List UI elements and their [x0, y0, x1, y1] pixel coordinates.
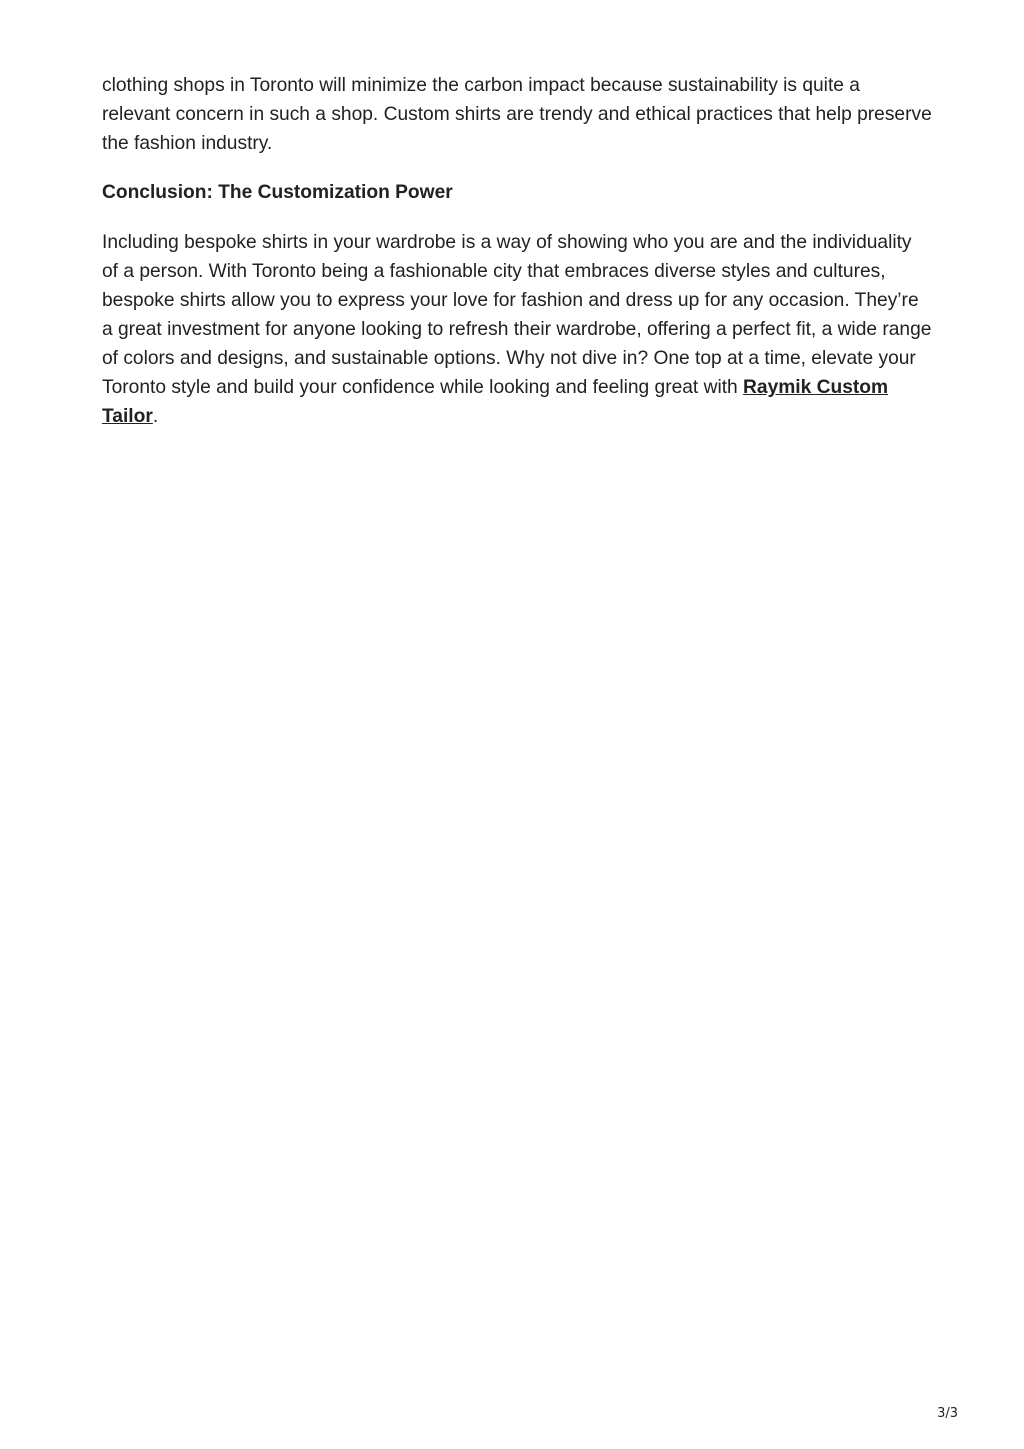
- section-heading: Conclusion: The Customization Power: [102, 182, 453, 203]
- conclusion-paragraph: [102, 228, 932, 431]
- document-body: [102, 71, 932, 431]
- conclusion-text: Including bespoke shirts in your wardrobe is a way of showing who you are and the individuality of a person. With Toronto being a fashionable city that embraces diverse styles and cultures, bespoke shirts allow you to express your love for fashion and dress up for any occasion. They’re a great investment for anyone looking to refresh their wardrobe, offering a perfect fit, a wide range of colors and designs, and sustainable options. Why not dive in? One top at a time, elevate your Toronto style and build your confidence while looking and feeling great with: [102, 232, 932, 398]
- page-number: 3/3: [937, 1406, 958, 1421]
- intro-paragraph: clothing shops in Toronto will minimize the carbon impact because sustainability is quite a relevant concern in such a shop. Custom shirts are trendy and ethical practices that help preserve the fashion industry.: [102, 75, 932, 154]
- conclusion-period: .: [152, 406, 159, 427]
- raymik-custom-tailor-link[interactable]: Raymik Custom Tailor: [102, 377, 889, 427]
